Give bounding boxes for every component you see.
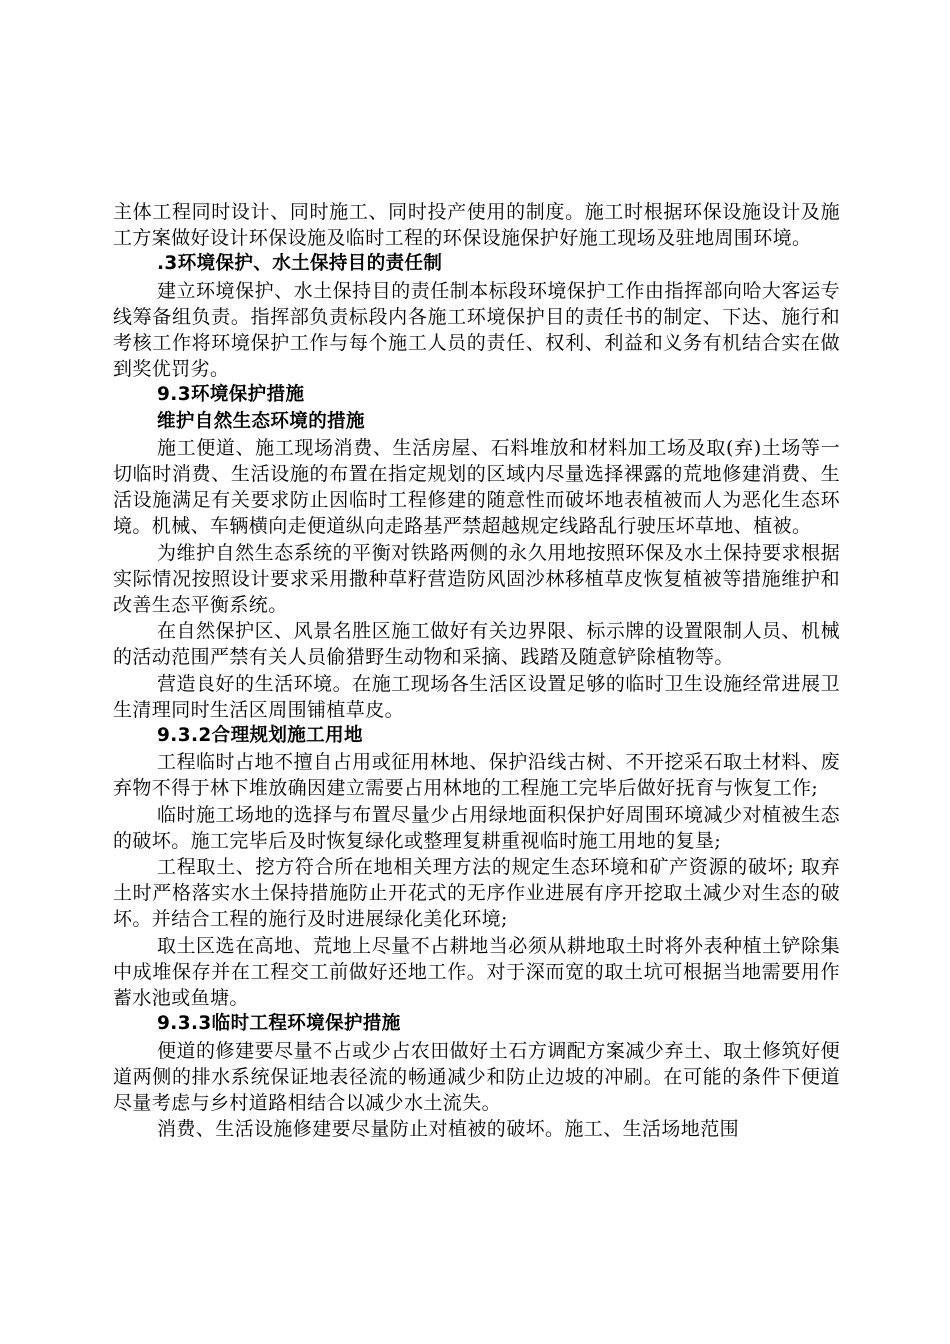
paragraph: 临时施工场地的选择与布置尽量少占用绿地面积保护好周围环境减少对植被生态的破坏。施工完毕后及时恢复绿化或整理复耕重视临时施工用地的复垦; [113,803,840,852]
paragraph: 营造良好的生活环境。在施工现场各生活区设置足够的临时卫生设施经常进展卫生清理同时生活区周围铺植草皮。 [113,672,840,721]
paragraph: 在自然保护区、风景名胜区施工做好有关边界限、标示牌的设置限制人员、机械的活动范围严禁有关人员偷猎野生动物和采摘、践踏及随意铲除植物等。 [113,620,840,669]
section-heading: .3环境保护、水土保持目的责任制 [157,253,443,275]
paragraph: 主体工程同时设计、同时施工、同时投产使用的制度。施工时根据环保设施设计及施工方案做好设计环保设施及临时工程的环保设施保护好施工现场及驻地周围环境。 [113,201,840,250]
paragraph: 建立环境保护、水土保持目的责任制本标段环境保护工作由指挥部向哈大客运专线筹备组负责。指挥部负责标段内各施工环境保护目的责任书的制定、下达、施行和考核工作将环境保护工作与每个施工人员的责任、权利、利益和义务有机结合实在做到奖优罚劣。 [113,279,840,381]
paragraph: 工程取土、挖方符合所在地相关理方法的规定生态环境和矿产资源的破坏; 取弃土时严格落实水土保持措施防止开花式的无序作业进展有序开挖取土减少对生态的破坏。并结合工程的施行及时进展绿化美化环境; [113,856,840,931]
paragraph: 取土区选在高地、荒地上尽量不占耕地当必须从耕地取土时将外表种植土铲除集中成堆保存并在工程交工前做好还地工作。对于深而宽的取土坑可根据当地需要用作蓄水池或鱼塘。 [113,934,840,1010]
document-body [113,199,840,1142]
section-heading: 9.3.3临时工程环境保护措施 [157,1013,401,1035]
paragraph: 工程临时占地不擅自占用或征用林地、保护沿线古树、不开挖采石取土材料、废弃物不得于林下堆放确因建立需要占用林地的工程施工完毕后做好抚育与恢复工作; [113,751,840,800]
paragraph: 消费、生活设施修建要尽量防止对植被的破坏。施工、生活场地范围 [157,1118,740,1141]
subsection-heading: 维护自然生态环境的措施 [157,410,365,432]
section-heading: 9.3.2合理规划施工用地 [157,725,363,747]
section-heading: 9.3环境保护措施 [157,384,305,406]
paragraph: 施工便道、施工现场消费、生活房屋、石料堆放和材料加工场及取(弃)土场等一切临时消费、生活设施的布置在指定规划的区域内尽量选择裸露的荒地修建消费、生活设施满足有关要求防止因临时工程修建的随意性而破坏地表植被而人为恶化生态环境。机械、车辆横向走便道纵向走路基严禁超越规定线路乱行驶压坏草地、植被。 [113,436,840,538]
paragraph: 便道的修建要尽量不占或少占农田做好土石方调配方案减少弃土、取土修筑好便道两侧的排水系统保证地表径流的畅通减少和防止边坡的冲刷。在可能的条件下便道尽量考虑与乡村道路相结合以减少水土流失。 [113,1039,840,1114]
paragraph: 为维护自然生态系统的平衡对铁路两侧的永久用地按照环保及水土保持要求根据实际情况按照设计要求采用撒种草籽营造防风固沙林移植草皮恢复植被等措施维护和改善生态平衡系统。 [113,541,840,617]
